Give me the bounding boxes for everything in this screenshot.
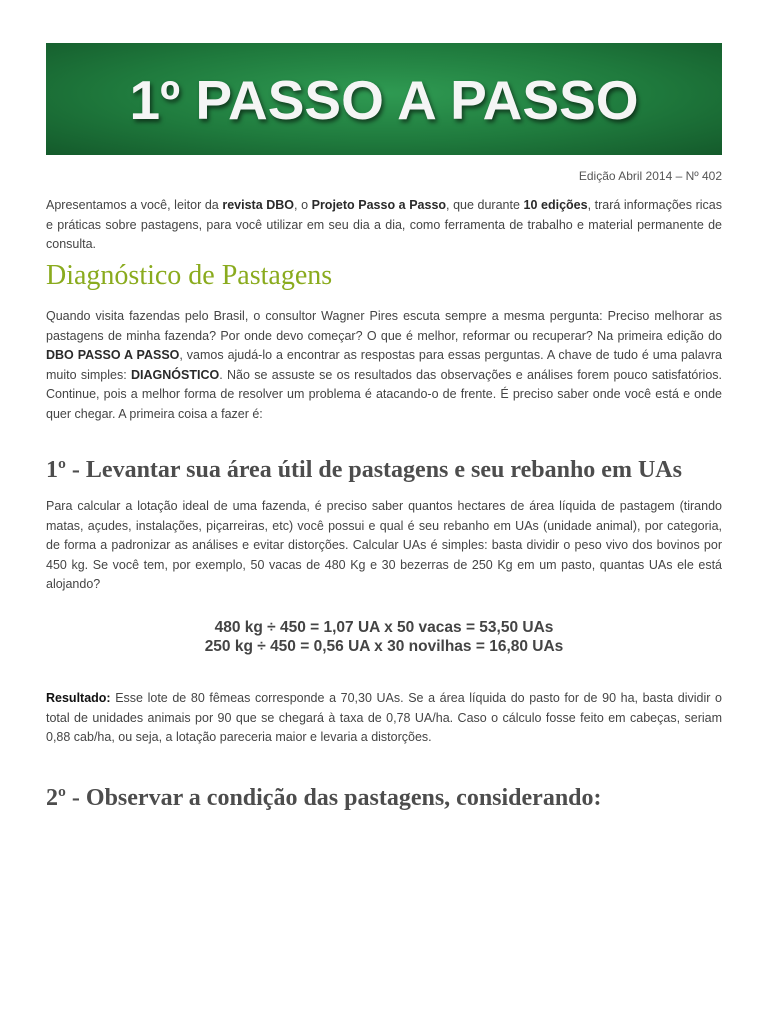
para2-text-1: Quando visita fazendas pelo Brasil, o consultor Wagner Pires escuta sempre a mesma pergunta: Preciso melhorar as pastagens de minha fazenda? Por onde devo começar? O que é melhor, reformar ou recuperar? Na primeira edição do (46, 309, 722, 343)
formula-cows: 480 kg ÷ 450 = 1,07 UA x 50 vacas = 53,50 UAs (214, 619, 554, 636)
result-paragraph (46, 689, 722, 748)
para2-text-2: , vamos ajudá-lo a encontrar as respostas para essas perguntas. A chave de tudo é uma palavra muito simples: (46, 348, 722, 382)
para2-bold-diagnostico: DIAGNÓSTICO (131, 367, 220, 382)
intro-bold-editions: 10 edições (523, 198, 588, 212)
para2-text-3: . Não se assuste se os resultados das observações e análises forem pouco satisfatórios. Continue, pois a melhor forma de resolver um problema é atacando-o de frente. É preciso saber onde você está e onde quer chegar. A primeira coisa a fazer é: (46, 367, 722, 421)
formula-heifers: 250 kg ÷ 450 = 0,56 UA x 30 novilhas = 16,80 UAs (204, 638, 564, 655)
intro-paragraph (46, 196, 722, 255)
intro-text-4: , trará informações ricas e práticas sobre pastagens, para você utilizar em seu dia a dia, como ferramenta de trabalho e material permanente de consulta. (46, 198, 722, 251)
banner-title: 1º PASSO A PASSO (129, 69, 639, 131)
intro-text-1: Apresentamos a você, leitor da (46, 198, 223, 212)
intro-bold-project: Projeto Passo a Passo (311, 198, 447, 212)
result-label: Resultado: (46, 691, 111, 705)
para2-bold-dbo: DBO PASSO A PASSO (46, 348, 180, 362)
section-title: Diagnóstico de Pastagens (46, 260, 333, 291)
step2-heading: 2º - Observar a condição das pastagens, considerando: (46, 785, 602, 811)
intro-text-2: , o (294, 198, 312, 212)
step1-paragraph: Para calcular a lotação ideal de uma fazenda, é preciso saber quantos hectares de área líquida de pastagem (tirando matas, açudes, instalações, piçarreiras, etc) você possui e qual é seu rebanho em UAs (unidade animal), por categoria, de forma a padronizar as análises e evitar distorções. Calcular UAs é simples: basta dividir o peso vivo dos bovinos por 450 kg. Se você tem, por exemplo, 50 vacas de 480 Kg e 30 bezerras de 250 Kg em um pasto, quantas UAs ele está alojando? (46, 499, 722, 591)
edition-info: Edição Abril 2014 – Nº 402 (578, 169, 722, 183)
diagnosis-paragraph (46, 307, 722, 424)
intro-bold-magazine: revista DBO (222, 198, 295, 212)
result-text: Esse lote de 80 fêmeas corresponde a 70,30 UAs. Se a área líquida do pasto for de 90 ha, basta dividir o total de unidades animais por 90 que se chegará à taxa de 0,78 UA/ha. Caso o cálculo fosse feito em cabeças, seriam 0,88 cab/ha, ou seja, a lotação pareceria maior e levaria a distorções. (46, 691, 722, 744)
step1-heading: 1º - Levantar sua área útil de pastagens e seu rebanho em UAs (46, 457, 682, 483)
header-banner (46, 43, 722, 155)
intro-text-3: , que durante (446, 198, 524, 212)
